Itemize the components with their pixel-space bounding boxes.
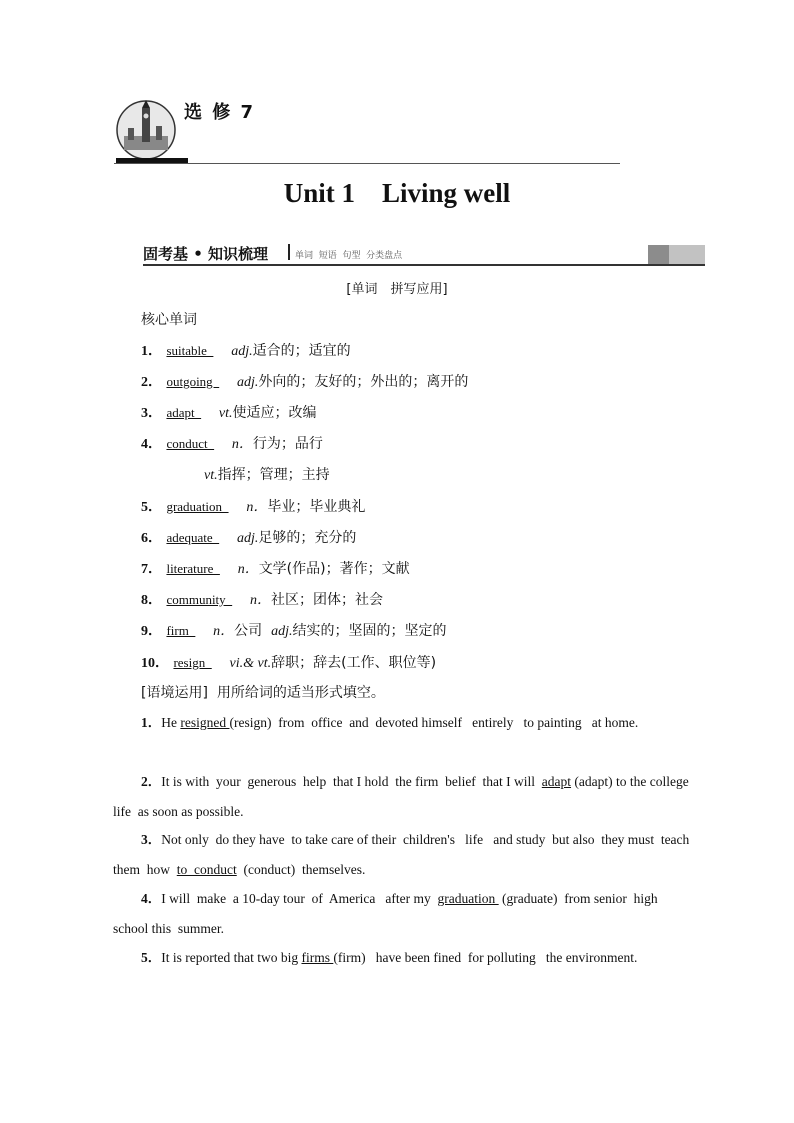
part-of-speech: adj.	[231, 344, 253, 359]
core-words-heading: 核心单词	[141, 312, 197, 328]
item-indent	[113, 832, 141, 847]
unit-title: Unit 1 Living well	[283, 178, 511, 208]
vocab-number: 7．	[141, 562, 162, 577]
vocab-meaning: 文学(作品)；著作；文献	[258, 561, 410, 577]
item-text: (resign) from office and devoted himself entirely to painting at home.	[229, 715, 639, 730]
part-of-speech: n．	[231, 437, 253, 452]
vocab-answer: adapt	[166, 405, 202, 420]
exercise-item	[113, 825, 693, 884]
item-indent	[113, 950, 141, 965]
header-rule	[114, 163, 620, 164]
vocab-meaning: 行为；品行	[252, 436, 323, 452]
section-subtitle: 单词 短语 句型 分类盘点	[295, 251, 403, 261]
item-number: 1．	[141, 715, 162, 730]
vocab-meaning: 结实的；坚固的；坚定的	[292, 623, 447, 639]
vocab-answer: firm	[166, 623, 196, 638]
vocab-row	[141, 652, 436, 672]
item-answer: adapt	[541, 774, 572, 789]
item-text: (graduate) from senior high school this summer.	[113, 891, 665, 936]
vocab-row	[141, 527, 356, 547]
section-separator	[288, 244, 290, 260]
item-answer: firms	[301, 950, 334, 965]
vocab-number: 10．	[141, 656, 169, 671]
part-of-speech: vt.	[218, 406, 233, 421]
section-block-dark	[648, 245, 669, 264]
vocab-number: 4．	[141, 437, 162, 452]
exercise-item	[113, 708, 693, 738]
vocab-meaning: 指挥；管理；主持	[217, 467, 330, 483]
item-text: It is reported that two big	[161, 950, 302, 965]
exercise-instruction: 用所给词的适当形式填空。	[216, 685, 385, 701]
section-rule	[143, 264, 705, 266]
vocab-answer: literature	[166, 561, 220, 576]
exercise-heading	[141, 682, 385, 702]
item-indent	[113, 774, 141, 789]
part-of-speech: n．	[246, 500, 268, 515]
vocab-answer: community	[166, 592, 233, 607]
big-ben-badge-icon	[114, 96, 188, 168]
item-text: (firm) have been fined for polluting the environment.	[333, 950, 638, 965]
vocab-meaning: 辞职；辞去(工作、职位等)	[271, 655, 437, 671]
item-number: 2．	[141, 774, 162, 789]
vocab-row	[141, 620, 446, 640]
vocab-number: 2．	[141, 375, 162, 390]
section-block-light	[669, 245, 705, 264]
item-answer: to conduct	[176, 861, 237, 877]
vocab-row	[141, 402, 317, 422]
part-of-speech: adj.	[236, 531, 259, 546]
vocab-answer: adequate	[166, 530, 220, 545]
vocab-row	[141, 340, 351, 360]
part-of-speech: n．	[213, 624, 235, 639]
vocab-row	[141, 496, 365, 516]
item-number: 3．	[141, 832, 162, 847]
part-of-speech: vi.& vt.	[229, 656, 272, 671]
vocab-meaning: 社区；团体；社会	[270, 592, 383, 608]
vocab-answer: resign	[173, 655, 212, 670]
exercise-label: [语境运用]	[141, 685, 208, 701]
item-text: Not only do they have to take care of their children's life and study but also they must teach them how	[113, 832, 693, 877]
vocab-number: 5．	[141, 500, 162, 515]
vocab-row	[141, 371, 468, 391]
part-of-speech: n．	[249, 593, 271, 608]
part-of-speech: vt.	[204, 468, 218, 483]
part-of-speech: adj.	[271, 624, 293, 639]
vocab-meaning: 外向的；友好的；外出的；离开的	[258, 374, 469, 390]
vocab-meaning: 使适应；改编	[232, 405, 317, 421]
item-number: 5．	[141, 950, 162, 965]
exercise-item	[113, 767, 696, 826]
vocab-number: 8．	[141, 593, 162, 608]
item-indent	[113, 891, 141, 906]
vocab-number: 9．	[141, 624, 162, 639]
vocab-number: 1．	[141, 344, 162, 359]
vocab-row	[141, 433, 323, 453]
item-text: (adapt) to the college life as soon as possible.	[113, 774, 696, 819]
vocab-number: 6．	[141, 531, 162, 546]
section-title: 固考基 • 知识梳理	[143, 245, 269, 263]
vocab-row	[141, 589, 383, 609]
item-text: I will make a 10-day tour of America after my	[161, 891, 438, 906]
part-of-speech: n．	[237, 562, 259, 577]
vocab-row	[141, 558, 410, 578]
vocab-meaning: 毕业；毕业典礼	[267, 499, 366, 515]
item-indent	[113, 715, 141, 730]
vocab-meaning: 适合的；适宜的	[252, 343, 351, 359]
exercise-item	[113, 943, 693, 973]
item-answer: graduation	[437, 891, 499, 906]
vocab-answer: outgoing	[166, 374, 220, 389]
vocab-answer: conduct	[166, 436, 215, 451]
item-text: It is with your generous help that I hold the firm belief that I will	[161, 774, 542, 789]
subsection-heading: [单词 拼写应用]	[346, 282, 448, 297]
item-number: 4．	[141, 891, 162, 906]
vocab-meaning: 足够的；充分的	[258, 530, 357, 546]
vocab-answer: suitable	[166, 343, 214, 358]
vocab-answer: graduation	[166, 499, 229, 514]
exercise-item	[113, 884, 693, 943]
vocab-row	[204, 464, 330, 484]
item-text: (conduct) themselves.	[236, 861, 366, 877]
vocab-number: 3．	[141, 406, 162, 421]
part-of-speech: adj.	[237, 375, 259, 390]
vocab-meaning: 公司	[234, 623, 263, 639]
book-label: 选 修 7	[184, 102, 256, 123]
item-answer: resigned	[180, 715, 230, 730]
item-text: He	[161, 715, 181, 730]
